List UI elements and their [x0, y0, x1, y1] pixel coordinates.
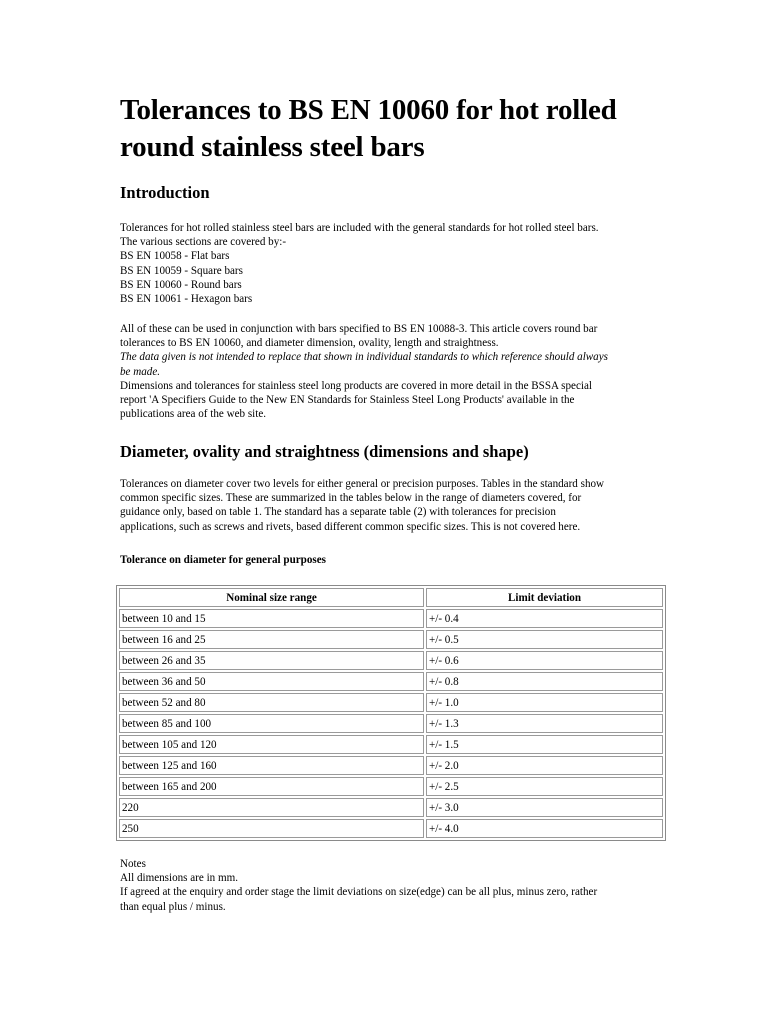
diameter-heading: Diameter, ovality and straightness (dimensions and shape) [120, 442, 529, 461]
size-cell: between 165 and 200 [119, 777, 424, 796]
size-cell: 250 [119, 819, 424, 838]
table-row [119, 756, 663, 775]
table-row [119, 714, 663, 733]
deviation-cell: +/- 1.3 [426, 714, 663, 733]
table-row [119, 777, 663, 796]
table-row [119, 651, 663, 670]
page-title [120, 92, 680, 166]
text-line: common specific sizes. These are summarized in the tables below in the range of diameters covered, for [120, 492, 582, 505]
text-line: BS EN 10061 - Hexagon bars [120, 293, 253, 306]
deviation-cell: +/- 4.0 [426, 819, 663, 838]
table-row [119, 630, 663, 649]
text-line: Tolerances on diameter cover two levels for either general or precision purposes. Tables in the standard show [120, 478, 605, 490]
text-line: Tolerances for hot rolled stainless steel bars are included with the general standards for hot rolled steel bars. [120, 222, 599, 234]
text-line: publications area of the web site. [120, 408, 267, 421]
size-cell: between 125 and 160 [119, 756, 424, 775]
text-line: report 'A Specifiers Guide to the New EN Standards for Stainless Steel Long Products' available in the [120, 394, 575, 407]
intro-paragraph [120, 221, 680, 306]
text-line: BS EN 10058 - Flat bars [120, 250, 230, 263]
size-cell: between 52 and 80 [119, 693, 424, 712]
text-line: tolerances to BS EN 10060, and diameter dimension, ovality, length and straightness. [120, 337, 499, 350]
text-line: All of these can be used in conjunction with bars specified to BS EN 10088-3. This article covers round bar [120, 323, 598, 335]
table-row [119, 735, 663, 754]
size-cell: between 85 and 100 [119, 714, 424, 733]
text-line: BS EN 10059 - Square bars [120, 264, 243, 277]
deviation-cell: +/- 0.8 [426, 672, 663, 691]
disclaimer-line: be made. [120, 365, 161, 378]
title-line: round stainless steel bars [120, 131, 425, 163]
disclaimer-line: The data given is not intended to replace that shown in individual standards to which reference should always [120, 351, 608, 364]
text-line: BS EN 10060 - Round bars [120, 278, 242, 291]
table-row [119, 798, 663, 817]
notes-line: If agreed at the enquiry and order stage the limit deviations on size(edge) can be all plus, minus zero, rather [120, 886, 598, 899]
deviation-cell: +/- 0.6 [426, 651, 663, 670]
size-cell: 220 [119, 798, 424, 817]
table-title: Tolerance on diameter for general purposes [120, 554, 326, 566]
tolerance-table [116, 585, 666, 841]
text-line: Dimensions and tolerances for stainless steel long products are covered in more detail in the BSSA special [120, 379, 592, 392]
conjunction-paragraph [120, 322, 680, 421]
table-row [119, 819, 663, 838]
text-line: guidance only, based on table 1. The standard has a separate table (2) with tolerances for precision [120, 506, 556, 519]
table-header-row [119, 588, 663, 607]
diameter-paragraph [120, 477, 680, 534]
title-line: Tolerances to BS EN 10060 for hot rolled [120, 94, 617, 126]
size-cell: between 26 and 35 [119, 651, 424, 670]
size-cell: between 10 and 15 [119, 609, 424, 628]
deviation-cell: +/- 0.4 [426, 609, 663, 628]
deviation-cell: +/- 0.5 [426, 630, 663, 649]
notes-label: Notes [120, 858, 146, 870]
deviation-cell: +/- 1.5 [426, 735, 663, 754]
size-cell: between 36 and 50 [119, 672, 424, 691]
header-nominal-size: Nominal size range [119, 588, 424, 607]
deviation-cell: +/- 2.5 [426, 777, 663, 796]
table-row [119, 693, 663, 712]
introduction-heading: Introduction [120, 183, 210, 202]
notes-line: All dimensions are in mm. [120, 872, 239, 885]
notes-line: than equal plus / minus. [120, 900, 226, 913]
table-row [119, 609, 663, 628]
deviation-cell: +/- 2.0 [426, 756, 663, 775]
size-cell: between 16 and 25 [119, 630, 424, 649]
size-cell: between 105 and 120 [119, 735, 424, 754]
text-line: applications, such as screws and rivets, based different common specific sizes. This is not covered here. [120, 520, 581, 533]
notes-section [120, 857, 680, 914]
deviation-cell: +/- 1.0 [426, 693, 663, 712]
text-line: The various sections are covered by:- [120, 236, 287, 249]
table-row [119, 672, 663, 691]
header-limit-deviation: Limit deviation [426, 588, 663, 607]
deviation-cell: +/- 3.0 [426, 798, 663, 817]
